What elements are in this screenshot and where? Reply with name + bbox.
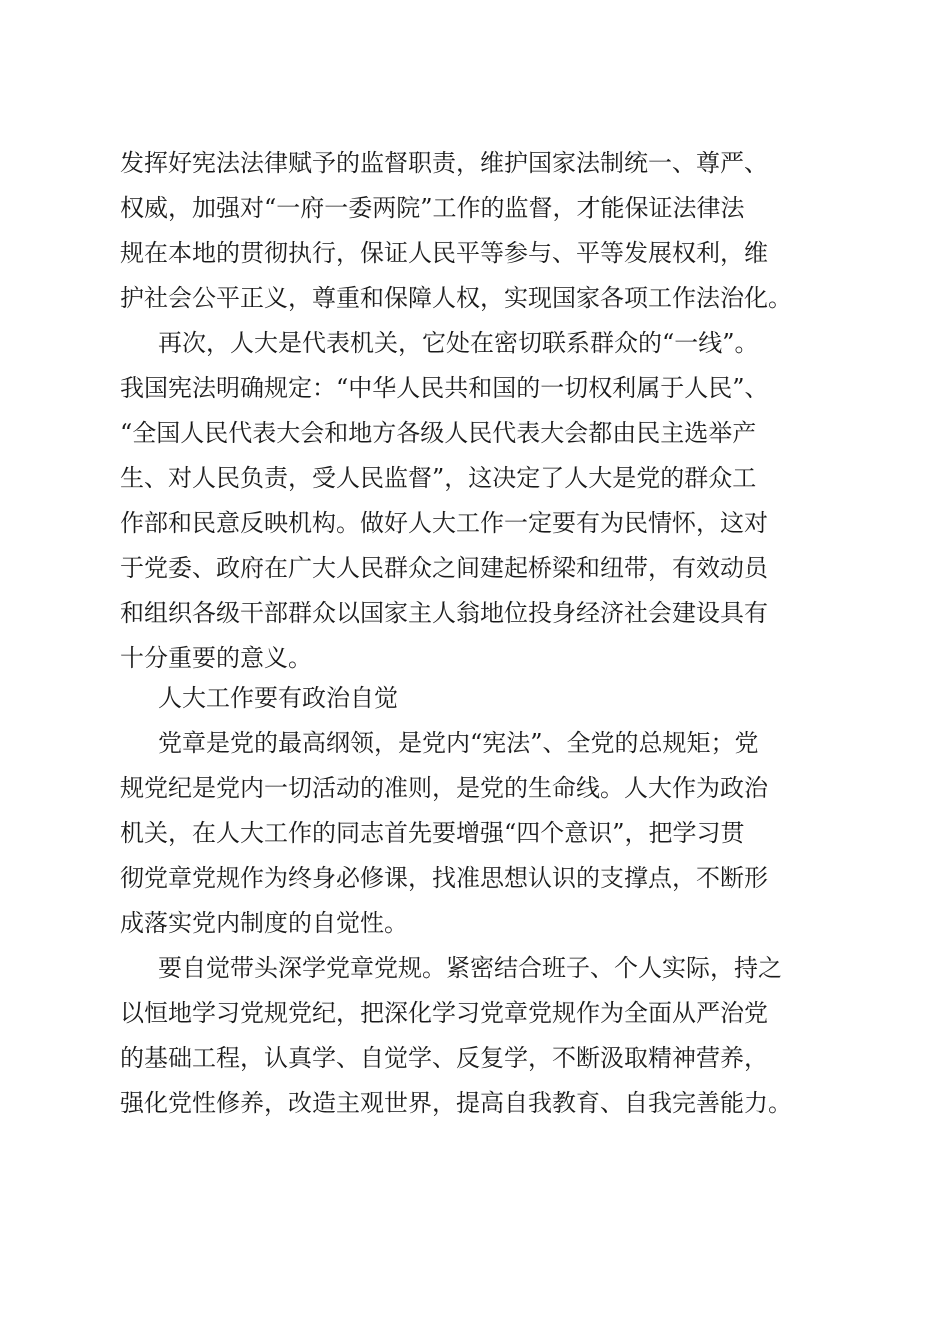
text-line: 要自觉带头深学党章党规。紧密结合班子、个人实际，持之 (158, 954, 782, 982)
text-line: 党章是党的最高纲领，是党内“宪法”、全党的总规矩；党 (158, 729, 759, 757)
text-line: 权威，加强对“一府一委两院”工作的监督，才能保证法律法 (120, 194, 745, 222)
text-line: “全国人民代表大会和地方各级人民代表大会都由民主选举产 (120, 419, 757, 447)
text-line: 规在本地的贯彻执行，保证人民平等参与、平等发展权利，维 (120, 239, 768, 267)
text-line: 以恒地学习党规党纪，把深化学习党章党规作为全面从严治党 (120, 999, 768, 1027)
text-line: 的基础工程，认真学、自觉学、反复学，不断汲取精神营养， (120, 1044, 768, 1072)
text-line: 和组织各级干部群众以国家主人翁地位投身经济社会建设具有 (120, 599, 768, 627)
text-line: 成落实党内制度的自觉性。 (120, 909, 408, 937)
text-line: 彻党章党规作为终身必修课，找准思想认识的支撑点，不断形 (120, 864, 768, 892)
text-line: 机关，在人大工作的同志首先要增强“四个意识”，把学习贯 (120, 819, 745, 847)
text-line: 生、对人民负责，受人民监督”，这决定了人大是党的群众工 (120, 464, 757, 492)
text-line: 护社会公平正义，尊重和保障人权，实现国家各项工作法治化。 (120, 284, 792, 312)
text-line: 十分重要的意义。 (120, 644, 312, 672)
text-line: 于党委、政府在广大人民群众之间建起桥梁和纽带，有效动员 (120, 554, 768, 582)
text-line: 强化党性修养，改造主观世界，提高自我教育、自我完善能力。 (120, 1089, 792, 1117)
section-heading: 人大工作要有政治自觉 (158, 684, 398, 712)
text-line: 我国宪法明确规定：“中华人民共和国的一切权利属于人民”、 (120, 374, 769, 402)
text-line: 再次，人大是代表机关，它处在密切联系群众的“一线”。 (158, 329, 759, 357)
text-line: 发挥好宪法法律赋予的监督职责，维护国家法制统一、尊严、 (120, 149, 768, 177)
text-line: 作部和民意反映机构。做好人大工作一定要有为民情怀，这对 (120, 509, 768, 537)
text-line: 规党纪是党内一切活动的准则，是党的生命线。人大作为政治 (120, 774, 768, 802)
